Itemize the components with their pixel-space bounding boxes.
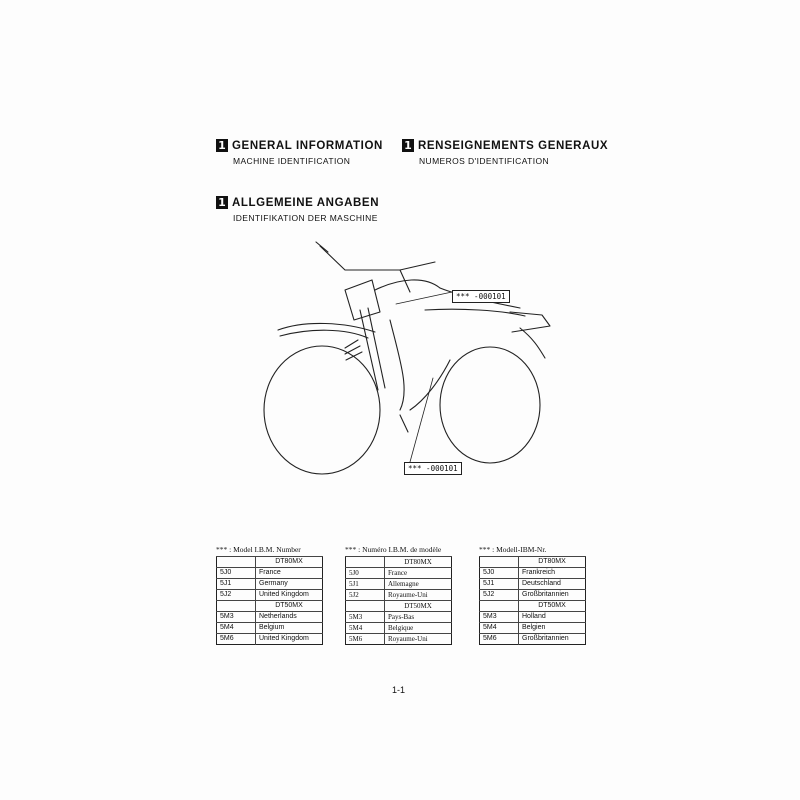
country: Holland — [519, 612, 586, 623]
country: Belgien — [519, 623, 586, 634]
model-code: 5J0 — [480, 568, 519, 579]
model-code: 5M3 — [480, 612, 519, 623]
engine-serial-callout: *** -000101 — [404, 462, 462, 475]
section-title: GENERAL INFORMATION — [232, 139, 383, 152]
model-code: 5J0 — [346, 568, 385, 579]
country: France — [385, 568, 452, 579]
country: Belgique — [385, 623, 452, 634]
table-row — [480, 612, 586, 623]
table-caption: *** : Modell-IBM-Nr. — [479, 545, 547, 554]
section-subtitle: IDENTIFIKATION DER MASCHINE — [233, 213, 378, 223]
table-row — [346, 590, 452, 601]
table-row — [217, 568, 323, 579]
model-code: 5J2 — [217, 590, 256, 601]
model-header-row — [346, 601, 452, 612]
table-row — [480, 568, 586, 579]
model-header-row — [480, 601, 586, 612]
country: United Kingdom — [256, 634, 323, 645]
country: Deutschland — [519, 579, 586, 590]
table-row — [346, 612, 452, 623]
model-code: 5J0 — [217, 568, 256, 579]
country: Allemagne — [385, 579, 452, 590]
section-number-badge: 1 — [216, 139, 228, 152]
model-name: DT50MX — [256, 601, 323, 612]
model-code: 5M6 — [217, 634, 256, 645]
model-name: DT50MX — [385, 601, 452, 612]
section-title: RENSEIGNEMENTS GENERAUX — [418, 139, 609, 152]
table-caption: *** : Numéro I.B.M. de modèle — [345, 545, 442, 554]
table-row — [480, 590, 586, 601]
section-number-badge: 1 — [216, 196, 228, 209]
model-code: 5J2 — [480, 590, 519, 601]
ibm-table-german — [479, 545, 586, 645]
model-code: 5M4 — [217, 623, 256, 634]
table-row — [346, 579, 452, 590]
country: Netherlands — [256, 612, 323, 623]
section-subtitle: MACHINE IDENTIFICATION — [233, 156, 351, 166]
country: Royaume-Uni — [385, 590, 452, 601]
model-code: 5J1 — [217, 579, 256, 590]
model-header-row — [480, 557, 586, 568]
model-country-table — [345, 556, 452, 645]
model-code: 5M3 — [346, 612, 385, 623]
country: Royaume-Uni — [385, 634, 452, 645]
model-name: DT80MX — [385, 557, 452, 568]
table-row — [480, 579, 586, 590]
section-title: ALLGEMEINE ANGABEN — [232, 196, 380, 209]
section-general-information — [216, 139, 383, 166]
country: France — [256, 568, 323, 579]
model-header-row — [346, 557, 452, 568]
ibm-table-french — [345, 545, 452, 645]
model-code: 5J1 — [480, 579, 519, 590]
ibm-table-english — [216, 545, 323, 645]
table-row — [217, 623, 323, 634]
table-row — [480, 634, 586, 645]
section-renseignements-generaux — [402, 139, 608, 166]
table-row — [346, 623, 452, 634]
frame-serial-callout: *** -000101 — [452, 290, 510, 303]
model-code: 5M4 — [346, 623, 385, 634]
model-country-table — [479, 556, 586, 645]
country: Großbritannien — [519, 634, 586, 645]
table-caption: *** : Model I.B.M. Number — [216, 545, 301, 554]
model-name: DT50MX — [519, 601, 586, 612]
country: United Kingdom — [256, 590, 323, 601]
model-code: 5M6 — [480, 634, 519, 645]
model-code: 5J2 — [346, 590, 385, 601]
table-row — [480, 623, 586, 634]
model-code: 5J1 — [346, 579, 385, 590]
section-subtitle: NUMEROS D'IDENTIFICATION — [419, 156, 550, 166]
table-row — [217, 590, 323, 601]
model-header-row — [217, 601, 323, 612]
section-allgemeine-angaben — [216, 196, 379, 223]
section-number-badge: 1 — [402, 139, 414, 152]
model-header-row — [217, 557, 323, 568]
model-code: 5M6 — [346, 634, 385, 645]
model-name: DT80MX — [256, 557, 323, 568]
table-row — [217, 579, 323, 590]
table-row — [346, 568, 452, 579]
model-country-table — [216, 556, 323, 645]
table-row — [217, 612, 323, 623]
country: Frankreich — [519, 568, 586, 579]
country: Belgium — [256, 623, 323, 634]
table-row — [217, 634, 323, 645]
page-number: 1-1 — [392, 685, 406, 695]
country: Pays-Bas — [385, 612, 452, 623]
motorcycle-outline-illustration — [250, 240, 560, 480]
model-code: 5M4 — [480, 623, 519, 634]
country: Germany — [256, 579, 323, 590]
table-row — [346, 634, 452, 645]
country: Großbritannien — [519, 590, 586, 601]
model-name: DT80MX — [519, 557, 586, 568]
model-code: 5M3 — [217, 612, 256, 623]
